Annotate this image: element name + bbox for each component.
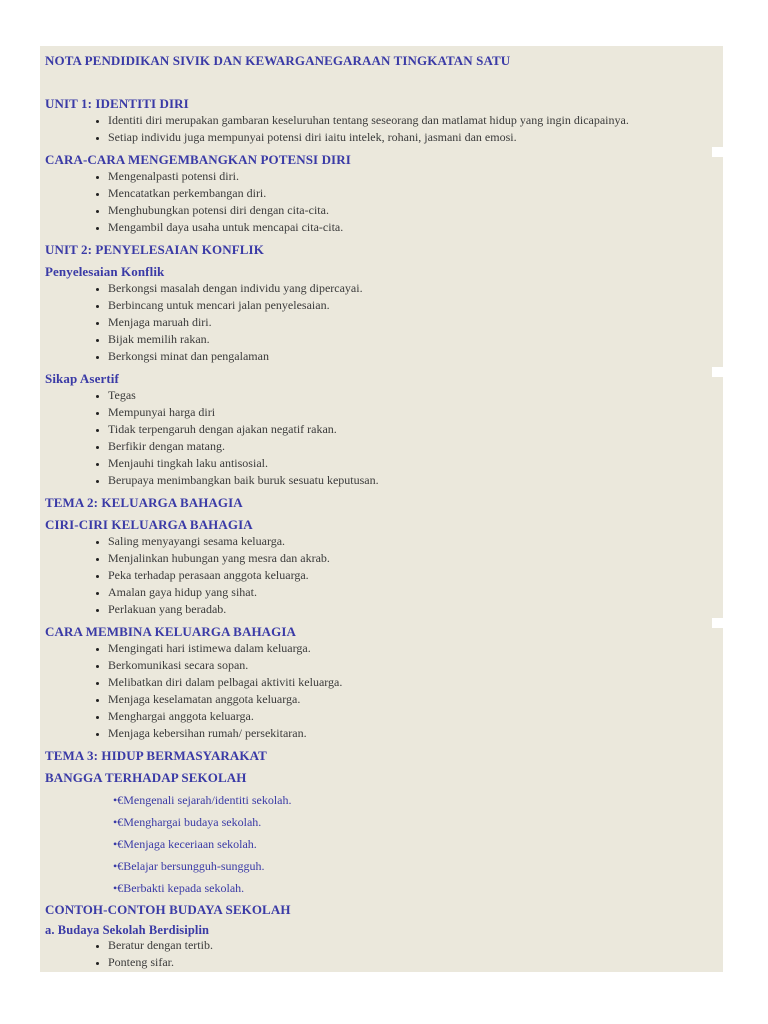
- list-item: • Setiap individu juga mempunyai potensi diri iaitu intelek, rohani, jasmani dan emosi.: [108, 129, 715, 146]
- list-item: • Menjaga maruah diri.: [108, 314, 715, 331]
- list-item: • Mengenalpasti potensi diri.: [108, 168, 715, 185]
- document-title: NOTA PENDIDIKAN SIVIK DAN KEWARGANEGARAAN TINGKATAN SATU: [45, 53, 511, 68]
- bullet-glyph: •€: [113, 815, 124, 829]
- section-heading: CONTOH-CONTOH BUDAYA SEKOLAH: [45, 902, 291, 917]
- bullet-glyph: •€: [113, 859, 124, 873]
- section-heading: BANGGA TERHADAP SEKOLAH: [45, 770, 247, 785]
- list-item: • Tidak terpengaruh dengan ajakan negatif rakan.: [108, 421, 715, 438]
- section-heading: CARA MEMBINA KELUARGA BAHAGIA: [45, 624, 297, 639]
- list-item: • Berfikir dengan matang.: [108, 438, 715, 455]
- section: [45, 370, 715, 489]
- list-item-text: Berbakti kepada sekolah.: [123, 881, 245, 895]
- list-item: • Menghubungkan potensi diri dengan cita-cita.: [108, 202, 715, 219]
- bullet-glyph: •€: [113, 793, 124, 807]
- list-item: • Tegas: [108, 387, 715, 404]
- bullet-list: [45, 112, 715, 146]
- section: [45, 151, 715, 236]
- section-subheading: a. Budaya Sekolah Berdisiplin: [45, 923, 210, 937]
- list-item: • Berkongsi masalah dengan individu yang dipercayai.: [108, 280, 715, 297]
- list-item-text: Mengenali sejarah/identiti sekolah.: [123, 793, 292, 807]
- bullet-list: [45, 640, 715, 742]
- section: [45, 516, 715, 618]
- list-item: • Menghargai anggota keluarga.: [108, 708, 715, 725]
- document-content: [45, 52, 715, 971]
- list-item: [113, 833, 715, 855]
- bullet-list: [45, 168, 715, 236]
- list-item: • Perlakuan yang beradab.: [108, 601, 715, 618]
- list-item: • Berkongsi minat dan pengalaman: [108, 348, 715, 365]
- list-item: [113, 811, 715, 833]
- list-item: • Menjaga kebersihan rumah/ persekitaran.: [108, 725, 715, 742]
- section: [45, 747, 715, 764]
- list-item: [113, 855, 715, 877]
- list-item: • Berkomunikasi secara sopan.: [108, 657, 715, 674]
- list-item: • Mempunyai harga diri: [108, 404, 715, 421]
- section-heading: Penyelesaian Konflik: [45, 264, 165, 279]
- section-heading: CIRI-CIRI KELUARGA BAHAGIA: [45, 517, 253, 532]
- bullet-list: [45, 789, 715, 899]
- section-heading: UNIT 1: IDENTITI DIRI: [45, 96, 189, 111]
- list-item: • Mengingati hari istimewa dalam keluarga.: [108, 640, 715, 657]
- list-item: • Peka terhadap perasaan anggota keluarga.: [108, 567, 715, 584]
- list-item: • Menjauhi tingkah laku antisosial.: [108, 455, 715, 472]
- section: [45, 494, 715, 511]
- section: [45, 623, 715, 742]
- section-heading: TEMA 3: HIDUP BERMASYARAKAT: [45, 748, 267, 763]
- bullet-list: [45, 937, 715, 971]
- section-heading: TEMA 2: KELUARGA BAHAGIA: [45, 495, 243, 510]
- list-item-text: Menghargai budaya sekolah.: [123, 815, 262, 829]
- bullet-glyph: •€: [113, 881, 124, 895]
- bullet-list: [45, 533, 715, 618]
- list-item-text: Belajar bersungguh-sungguh.: [123, 859, 265, 873]
- section-contoh-budaya: [45, 901, 715, 971]
- list-item: • Menjaga keselamatan anggota keluarga.: [108, 691, 715, 708]
- bullet-glyph: •€: [113, 837, 124, 851]
- section-bangga-sekolah: [45, 769, 715, 899]
- list-item: • Mencatatkan perkembangan diri.: [108, 185, 715, 202]
- section-list: [45, 95, 715, 764]
- section: [45, 263, 715, 365]
- section-heading: Sikap Asertif: [45, 371, 119, 386]
- list-item: [113, 877, 715, 899]
- section-heading: UNIT 2: PENYELESAIAN KONFLIK: [45, 242, 264, 257]
- list-item: • Ponteng sifar.: [108, 954, 715, 971]
- list-item: • Identiti diri merupakan gambaran keseluruhan tentang seseorang dan matlamat hidup yang ingin dicapainya.: [108, 112, 715, 129]
- list-item: • Berbincang untuk mencari jalan penyelesaian.: [108, 297, 715, 314]
- list-item: • Saling menyayangi sesama keluarga.: [108, 533, 715, 550]
- list-item: • Berupaya menimbangkan baik buruk sesuatu keputusan.: [108, 472, 715, 489]
- bullet-list: [45, 387, 715, 489]
- list-item: • Melibatkan diri dalam pelbagai aktiviti keluarga.: [108, 674, 715, 691]
- list-item: • Menjalinkan hubungan yang mesra dan akrab.: [108, 550, 715, 567]
- section: [45, 95, 715, 146]
- list-item-text: Menjaga keceriaan sekolah.: [123, 837, 257, 851]
- section: [45, 241, 715, 258]
- bullet-list: [45, 280, 715, 365]
- list-item: [113, 789, 715, 811]
- list-item: • Amalan gaya hidup yang sihat.: [108, 584, 715, 601]
- list-item: • Bijak memilih rakan.: [108, 331, 715, 348]
- section-heading: CARA-CARA MENGEMBANGKAN POTENSI DIRI: [45, 152, 351, 167]
- list-item: • Mengambil daya usaha untuk mencapai cita-cita.: [108, 219, 715, 236]
- list-item: • Beratur dengan tertib.: [108, 937, 715, 954]
